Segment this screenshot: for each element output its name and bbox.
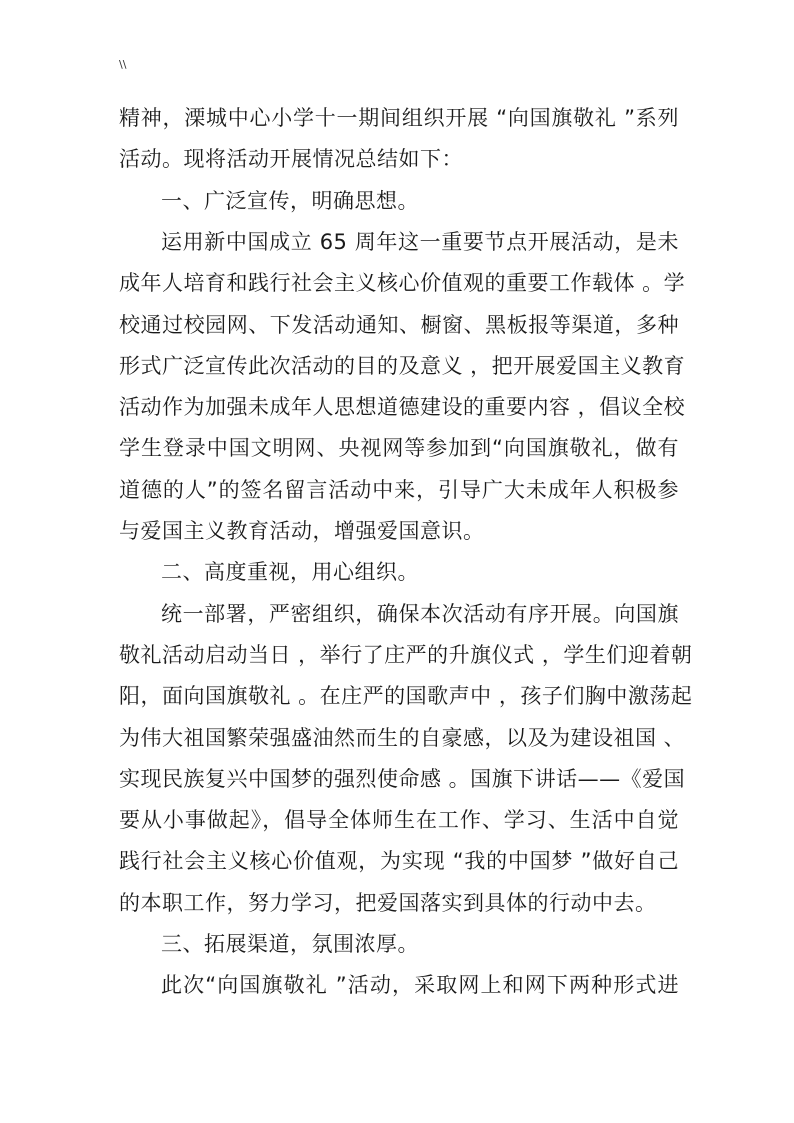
text-line: 成年人培育和践行社会主义核心价值观的重要工作载体 。学: [119, 271, 686, 296]
text-line: 活动。现将活动开展情况总结如下：: [119, 147, 463, 172]
paragraph-first-line: 一、广泛宣传，明确思想。: [161, 188, 419, 213]
text-line: 实现民族复兴中国梦的强烈使命感 。国旗下讲话——《爱国: [119, 766, 686, 791]
text-line: 形式广泛宣传此次活动的目的及意义 ，把开展爱国主义教育: [119, 353, 686, 378]
paragraph-first-line: 三、拓展渠道，氛围浓厚。: [161, 932, 419, 956]
text-line: 活动作为加强未成年人思想道德建设的重要内容 ，倡议全校: [119, 395, 686, 420]
text-line: 的本职工作，努力学习，把爱国落实到具体的行动中去。: [119, 890, 657, 915]
text-line: 阳，面向国旗敬礼 。在庄严的国歌声中 ，孩子们胸中激荡起: [119, 684, 693, 709]
text-line: 道德的人”的签名留言活动中来，引导广大未成年人积极参: [119, 477, 679, 502]
paragraph-first-line: 统一部署，严密组织，确保本次活动有序开展。向国旗: [161, 601, 679, 626]
paragraph-first-line: 此次“向国旗敬礼 ”活动，采取网上和网下两种形式进: [161, 973, 679, 998]
text-line: 践行社会主义核心价值观，为实现 “我的中国梦 ”做好自己: [119, 849, 679, 874]
text-line: 要从小事做起》，倡导全体师生在工作、学习、生活中自觉: [119, 808, 679, 833]
text-line: 校通过校园网、下发活动通知、橱窗、黑板报等渠道，多种: [119, 312, 679, 337]
text-line: 与爱国主义教育活动，增强爱国意识。: [119, 519, 485, 543]
header-mark: \\: [119, 58, 127, 71]
text-line: 为伟大祖国繁荣强盛油然而生的自豪感，以及为建设祖国 、: [119, 725, 686, 750]
text-line: 学生登录中国文明网、央视网等参加到“向国旗敬礼，做有: [119, 436, 679, 461]
paragraph-first-line: 运用新中国成立 65 周年这一重要节点开展活动，是未: [161, 229, 679, 254]
text-line: 精神，溧城中心小学十一期间组织开展 “向国旗敬礼 ”系列: [119, 106, 679, 130]
text-line: 敬礼活动启动当日 ，举行了庄严的升旗仪式 ，学生们迎着朝: [119, 642, 693, 667]
paragraph-first-line: 二、高度重视，用心组织。: [161, 560, 419, 585]
